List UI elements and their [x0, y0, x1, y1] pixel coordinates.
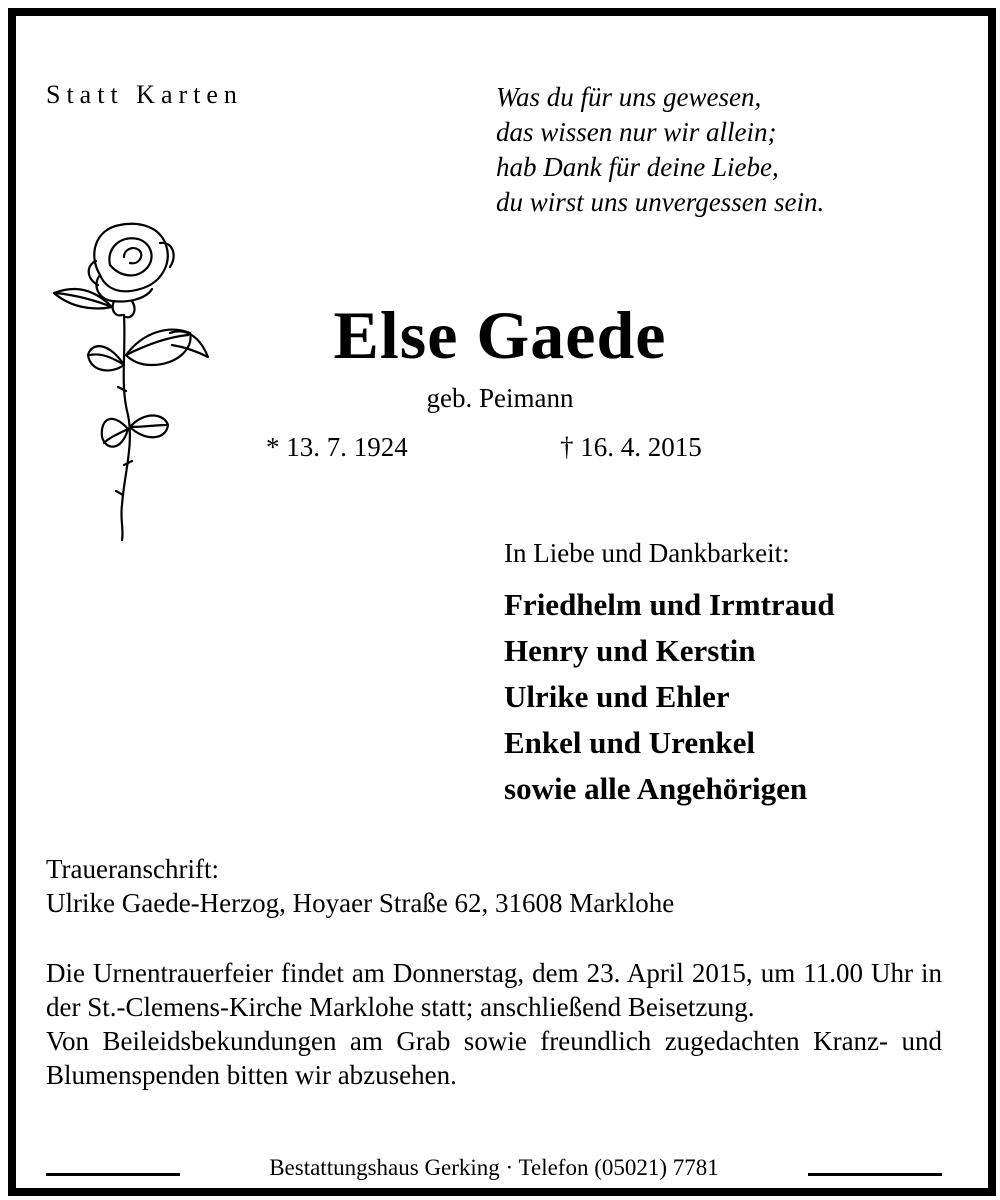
mourners-list	[504, 582, 835, 812]
address-label: Traueranschrift:	[46, 854, 219, 884]
funeral-home-contact: Bestattungshaus Gerking · Telefon (05021) 7781	[269, 1155, 719, 1180]
deceased-name: Else Gaede	[333, 297, 667, 373]
mourner-name: Ulrike und Ehler	[504, 679, 730, 714]
poem-line: hab Dank für deine Liebe,	[496, 152, 779, 182]
ceremony-notice	[46, 956, 942, 1092]
ceremony-text: Die Urnentrauerfeier findet am Donnerstag, dem 23. April 2015, um 11.00 Uhr in der St.-Clemens-Kirche Marklohe statt; anschließend Beisetzung.	[46, 958, 942, 1022]
mourner-name: Enkel und Urenkel	[504, 725, 755, 760]
rose-icon	[40, 215, 210, 545]
poem-line: Was du für uns gewesen,	[496, 82, 762, 112]
mourner-name: sowie alle Angehörigen	[504, 771, 808, 806]
mourning-address	[46, 852, 674, 920]
poem-line: das wissen nur wir allein;	[496, 117, 777, 147]
statt-karten-label: Statt Karten	[46, 80, 243, 109]
condolence-request: Von Beileidsbekundungen am Grab sowie freundlich zugedachten Kranz- und Blumenspenden bitten wir abzusehen.	[46, 1026, 942, 1090]
poem	[496, 80, 824, 220]
mourner-name: Friedhelm und Irmtraud	[504, 587, 835, 622]
birth-date: * 13. 7. 1924	[266, 432, 408, 462]
poem-line: du wirst uns unvergessen sein.	[496, 187, 825, 217]
footer	[46, 1155, 942, 1185]
address-line: Ulrike Gaede-Herzog, Hoyaer Straße 62, 31608 Marklohe	[46, 888, 675, 918]
death-date: † 16. 4. 2015	[560, 432, 702, 462]
mourner-name: Henry und Kerstin	[504, 633, 756, 668]
maiden-name: geb. Peimann	[426, 383, 574, 413]
mourners-intro: In Liebe und Dankbarkeit:	[504, 538, 790, 568]
